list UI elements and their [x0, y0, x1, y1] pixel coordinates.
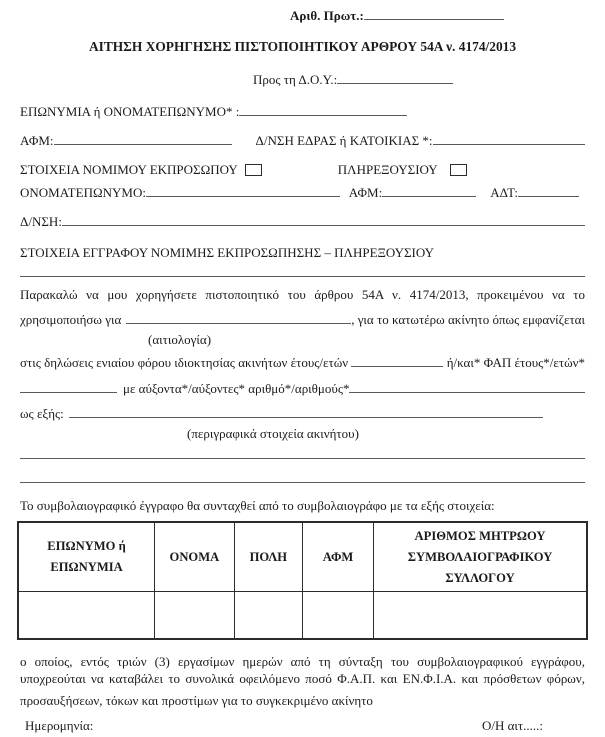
notary-intro: Το συμβολαιογραφικό έγγραφο θα συνταχθεί από το συμβολαιογράφο με τα εξής στοιχεία: — [20, 498, 495, 513]
notary-table-header-row — [18, 522, 587, 592]
rep-address-blank[interactable] — [62, 212, 585, 226]
proxy-label: ΠΛΗΡΕΞΟΥΣΙΟΥ — [337, 162, 438, 177]
property-caption: (περιγραφικά στοιχεία ακινήτου) — [187, 426, 359, 441]
legal-rep-checkbox[interactable] — [245, 164, 262, 176]
declarations-prefix: στις δηλώσεις ενιαίου φόρου ιδιοκτησίας ακινήτων έτους/ετών — [20, 355, 349, 370]
footer-row — [20, 717, 585, 734]
protocol-row — [290, 6, 585, 24]
property-writein-line-2[interactable] — [20, 482, 585, 483]
table-header-afm: ΑΦΜ — [302, 522, 373, 592]
rep-afm-label: ΑΦΜ: — [348, 185, 383, 200]
rep-address-label: Δ/ΝΣΗ: — [20, 214, 62, 229]
applicant-name-blank[interactable] — [239, 102, 407, 116]
applicant-address-label: Δ/ΝΣΗ ΕΔΡΑΣ ή ΚΑΤΟΙΚΙΑΣ *: — [255, 133, 433, 148]
declarations-row — [20, 353, 585, 371]
table-cell-firstname[interactable] — [155, 592, 235, 640]
table-header-firstname: ΟΝΟΜΑ — [155, 522, 235, 592]
table-header-surname: ΕΠΩΝΥΜΟ ή ΕΠΩΝΥΜΙΑ — [18, 522, 155, 592]
table-cell-registry-number[interactable] — [374, 592, 587, 640]
doy-blank[interactable] — [337, 70, 453, 84]
page-title: ΑΙΤΗΣΗ ΧΟΡΗΓΗΣΗΣ ΠΙΣΤΟΠΟΙΗΤΙΚΟΥ ΑΡΘΡΟΥ 54Α ν. 4174/2013 — [88, 39, 517, 54]
table-cell-surname[interactable] — [18, 592, 155, 640]
request-line-1: Παρακαλώ να μου χορηγήσετε πιστοποιητικό του άρθρου 54Α ν. 4174/2013, προκειμένου να το — [20, 287, 585, 302]
representative-details-row — [20, 183, 579, 201]
as-follows-blank[interactable] — [69, 404, 543, 418]
applicant-signature-label: Ο/Η αιτ.....: — [481, 718, 543, 733]
representative-address-row — [20, 212, 585, 230]
protocol-label: Αριθ. Πρωτ.: — [290, 8, 364, 23]
obligation-line-2: υποχρεούται να καταβάλει το συνολικά οφειλόμενο ποσό Φ.Α.Π. και ΕΝ.Φ.Ι.Α. και πρόσθετων φόρων, — [20, 671, 585, 686]
rep-name-blank[interactable] — [146, 183, 340, 197]
applicant-address-blank[interactable] — [433, 131, 585, 145]
notary-table — [17, 521, 588, 640]
rep-document-writein-line[interactable] — [20, 276, 585, 277]
doy-row — [253, 70, 585, 88]
table-cell-afm[interactable] — [302, 592, 373, 640]
enfia-years-blank[interactable] — [351, 353, 443, 367]
request-use-suffix: , για το κατωτέρω ακίνητο όπως εμφανίζεται — [351, 312, 585, 327]
request-use-row — [20, 310, 585, 328]
fap-years-blank[interactable] — [20, 379, 117, 393]
legal-rep-label: ΣΤΟΙΧΕΙΑ ΝΟΜΙΜΟΥ ΕΚΠΡΟΣΩΠΟΥ — [20, 162, 238, 177]
serial-numbers-blank[interactable] — [349, 379, 585, 393]
applicant-name-row — [20, 102, 585, 120]
representative-type-row — [20, 161, 585, 178]
rep-adt-label: ΑΔΤ: — [490, 185, 518, 200]
doy-label: Προς τη Δ.Ο.Υ.: — [253, 72, 338, 87]
table-cell-city[interactable] — [234, 592, 302, 640]
property-writein-line-1[interactable] — [20, 458, 585, 459]
notary-table-empty-row — [18, 592, 587, 640]
proxy-checkbox[interactable] — [450, 164, 467, 176]
obligation-line-1: ο οποίος, εντός τριών (3) εργασίμων ημερών από τη σύνταξη του συμβολαιογραφικού εγγράφου, — [20, 654, 585, 669]
applicant-name-label: ΕΠΩΝΥΜΙΑ ή ΟΝΟΜΑΤΕΠΩΝΥΜΟ* : — [20, 104, 240, 119]
applicant-afm-label: ΑΦΜ: — [20, 133, 54, 148]
date-label: Ημερομηνία: — [25, 718, 94, 733]
serial-label: με αύξοντα*/αύξοντες* αριθμό*/αριθμούς* — [123, 381, 350, 396]
rep-adt-blank[interactable] — [518, 183, 579, 197]
applicant-afm-blank[interactable] — [54, 131, 232, 145]
protocol-blank[interactable] — [364, 6, 504, 20]
table-header-registry-number: ΑΡΙΘΜΟΣ ΜΗΤΡΩΟΥ ΣΥΜΒΟΛΑΙΟΓΡΑΦΙΚΟΥ ΣΥΛΛΟΓΟΥ — [374, 522, 587, 592]
rep-document-heading: ΣΤΟΙΧΕΙΑ ΕΓΓΡΑΦΟΥ ΝΟΜΙΜΗΣ ΕΚΠΡΟΣΩΠΗΣΗΣ – ΠΛΗΡΕΞΟΥΣΙΟΥ — [20, 245, 435, 260]
obligation-line-3: προσαυξήσεων, τόκων και προστίμων για το συγκεκριμένο ακίνητο — [20, 693, 373, 708]
obligation-paragraph — [20, 653, 585, 714]
reason-blank[interactable] — [126, 310, 351, 324]
rep-name-label: ΟΝΟΜΑΤΕΠΩΝΥΜΟ: — [20, 185, 146, 200]
as-follows-row — [20, 404, 543, 422]
declarations-suffix: ή/και* ΦΑΠ έτους*/ετών* — [446, 355, 586, 370]
applicant-afm-address-row — [20, 131, 585, 149]
reason-caption: (αιτιολογία) — [148, 332, 212, 347]
serial-row — [20, 379, 585, 397]
rep-afm-blank[interactable] — [382, 183, 476, 197]
request-use-prefix: χρησιμοποιήσω για — [20, 312, 122, 327]
as-follows-label: ως εξής: — [20, 406, 64, 421]
table-header-city: ΠΟΛΗ — [234, 522, 302, 592]
